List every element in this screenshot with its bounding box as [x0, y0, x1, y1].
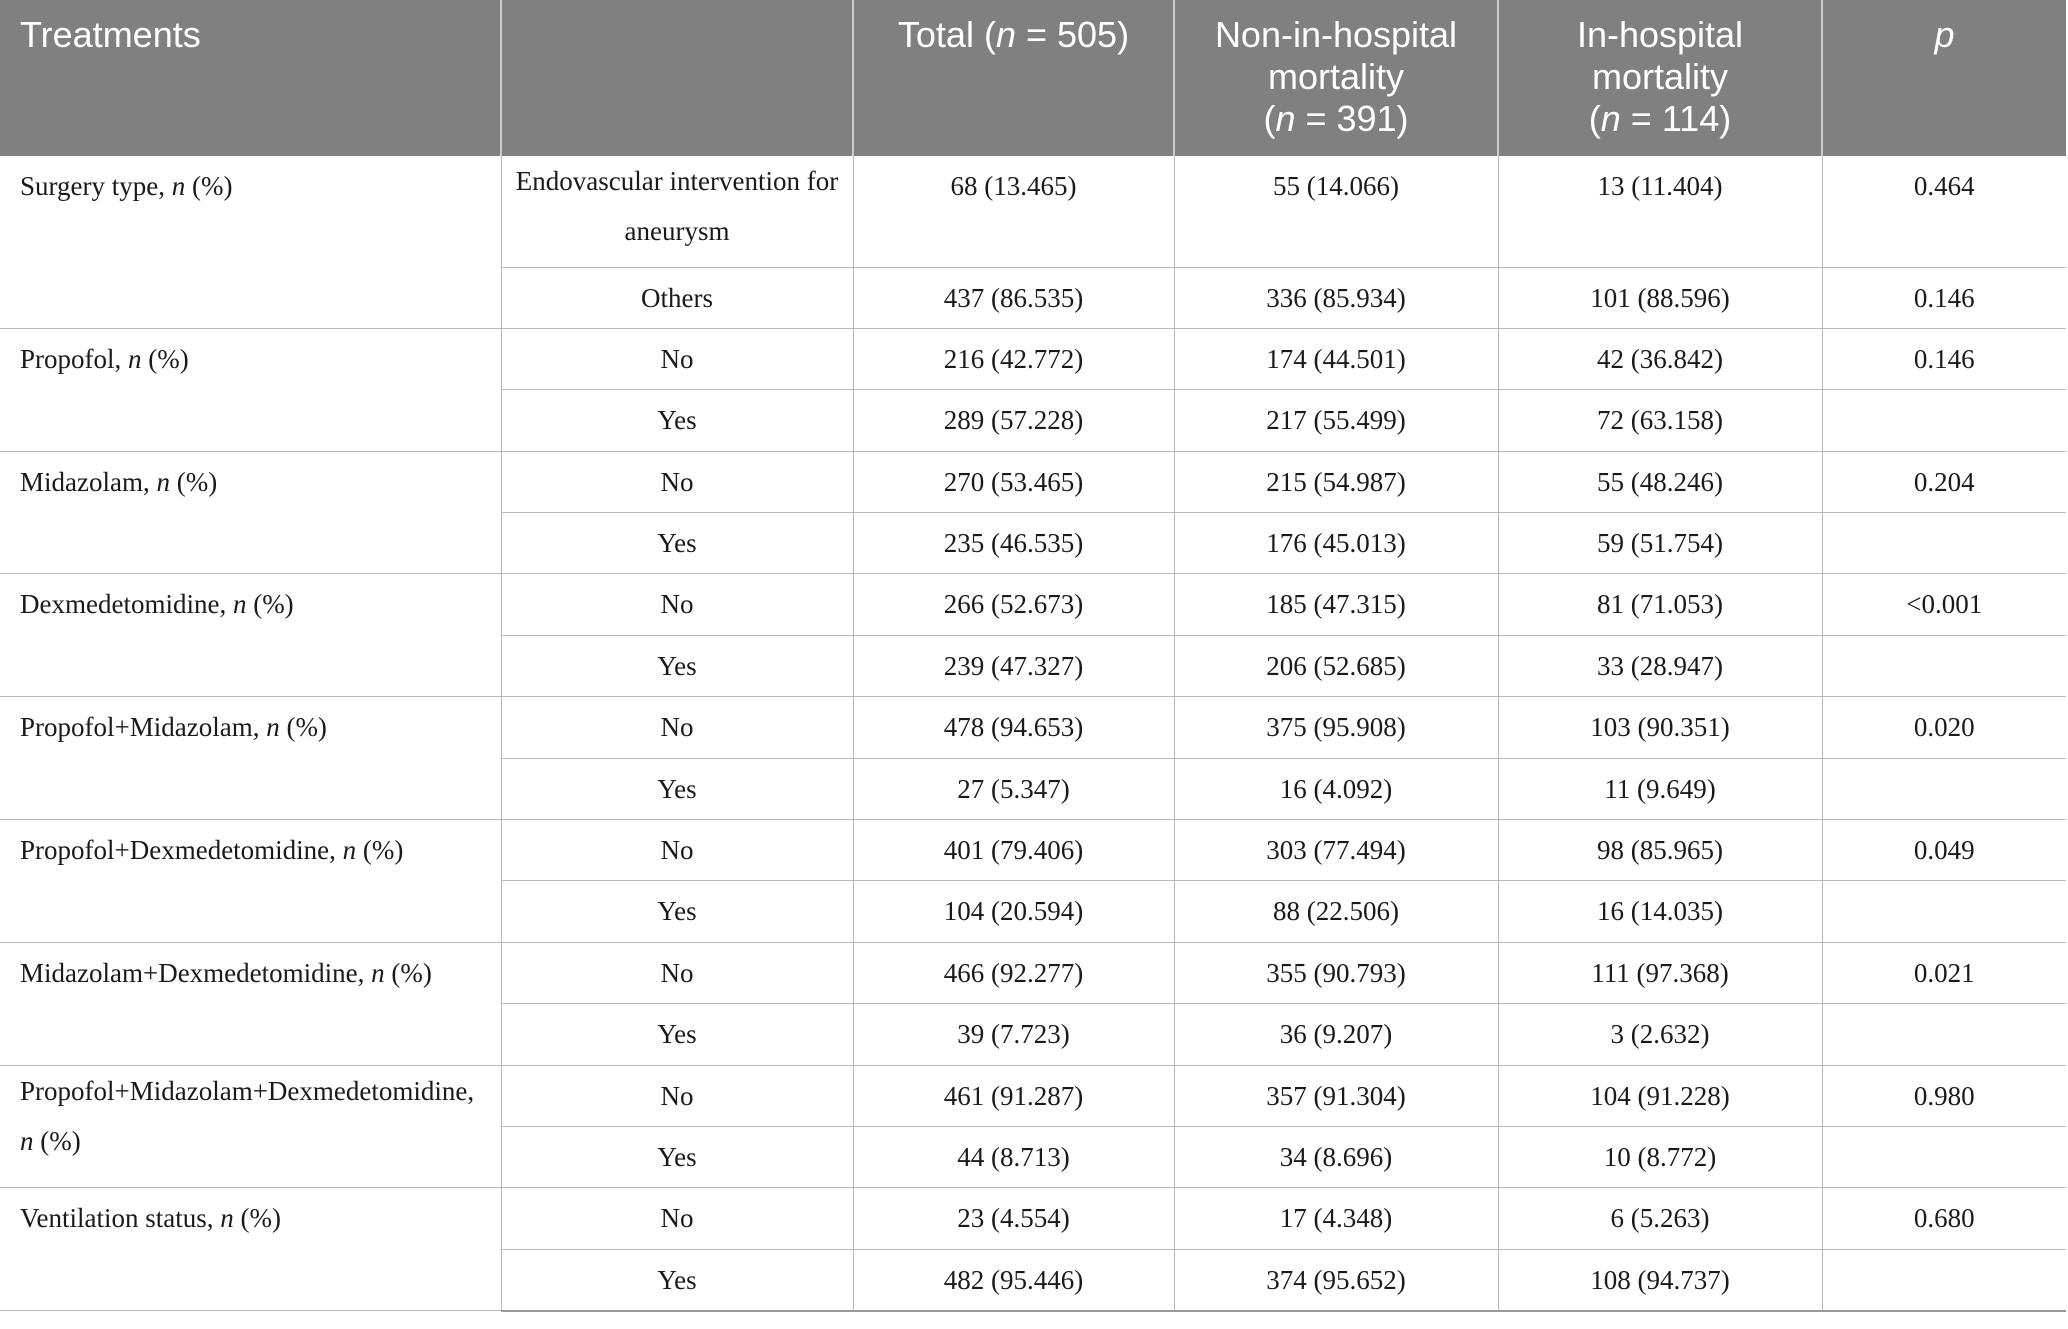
subcategory-cell: No	[501, 574, 853, 635]
in-hospital-cell: 111 (97.368)	[1498, 942, 1822, 1003]
subcategory-cell: Yes	[501, 635, 853, 696]
total-cell: 270 (53.465)	[853, 451, 1174, 512]
p-value-cell	[1822, 513, 2066, 574]
in-hospital-cell: 33 (28.947)	[1498, 635, 1822, 696]
p-value-cell	[1822, 1249, 2066, 1310]
p-value-cell: 0.464	[1822, 156, 2066, 267]
table-body	[0, 156, 2066, 1311]
non-in-hospital-cell: 355 (90.793)	[1174, 942, 1498, 1003]
table-row	[0, 942, 2066, 1003]
row-group-label: Propofol, n (%)	[0, 328, 501, 451]
header-row	[0, 0, 2066, 156]
non-in-hospital-cell: 55 (14.066)	[1174, 156, 1498, 267]
p-value-cell	[1822, 1126, 2066, 1187]
total-cell: 216 (42.772)	[853, 328, 1174, 389]
in-hospital-cell: 6 (5.263)	[1498, 1188, 1822, 1249]
in-hospital-cell: 59 (51.754)	[1498, 513, 1822, 574]
in-hospital-cell: 13 (11.404)	[1498, 156, 1822, 267]
subcategory-cell: Yes	[501, 513, 853, 574]
subcategory-cell: No	[501, 697, 853, 758]
non-in-hospital-cell: 16 (4.092)	[1174, 758, 1498, 819]
non-in-hospital-cell: 374 (95.652)	[1174, 1249, 1498, 1310]
in-hospital-cell: 98 (85.965)	[1498, 820, 1822, 881]
subcategory-cell: Endovascular intervention for aneurysm	[501, 156, 853, 267]
p-value-cell: 0.680	[1822, 1188, 2066, 1249]
non-in-hospital-cell: 36 (9.207)	[1174, 1004, 1498, 1065]
total-cell: 44 (8.713)	[853, 1126, 1174, 1187]
total-cell: 437 (86.535)	[853, 267, 1174, 328]
total-cell: 68 (13.465)	[853, 156, 1174, 267]
non-in-hospital-cell: 206 (52.685)	[1174, 635, 1498, 696]
in-hospital-cell: 103 (90.351)	[1498, 697, 1822, 758]
subcategory-cell: Yes	[501, 1004, 853, 1065]
total-cell: 289 (57.228)	[853, 390, 1174, 451]
in-hospital-cell: 42 (36.842)	[1498, 328, 1822, 389]
in-hospital-cell: 10 (8.772)	[1498, 1126, 1822, 1187]
p-value-cell: 0.021	[1822, 942, 2066, 1003]
row-group-label: Propofol+Midazolam, n (%)	[0, 697, 501, 820]
p-value-cell: 0.980	[1822, 1065, 2066, 1126]
total-cell: 27 (5.347)	[853, 758, 1174, 819]
subcategory-cell: Yes	[501, 1249, 853, 1310]
non-in-hospital-cell: 185 (47.315)	[1174, 574, 1498, 635]
table-row	[0, 328, 2066, 389]
in-hospital-cell: 108 (94.737)	[1498, 1249, 1822, 1310]
subcategory-cell: Yes	[501, 881, 853, 942]
table-header	[0, 0, 2066, 156]
header-treatments: Treatments	[0, 0, 501, 156]
total-cell: 266 (52.673)	[853, 574, 1174, 635]
header-p-value: p	[1822, 0, 2066, 156]
row-group-label: Midazolam, n (%)	[0, 451, 501, 574]
p-value-cell: 0.146	[1822, 328, 2066, 389]
header-subcategory	[501, 0, 853, 156]
subcategory-cell: No	[501, 451, 853, 512]
non-in-hospital-cell: 336 (85.934)	[1174, 267, 1498, 328]
in-hospital-cell: 72 (63.158)	[1498, 390, 1822, 451]
non-in-hospital-cell: 303 (77.494)	[1174, 820, 1498, 881]
total-cell: 478 (94.653)	[853, 697, 1174, 758]
row-group-label: Ventilation status, n (%)	[0, 1188, 501, 1311]
total-cell: 235 (46.535)	[853, 513, 1174, 574]
total-cell: 23 (4.554)	[853, 1188, 1174, 1249]
subcategory-cell: No	[501, 942, 853, 1003]
p-value-cell: 0.146	[1822, 267, 2066, 328]
p-value-cell	[1822, 1004, 2066, 1065]
p-value-cell: 0.049	[1822, 820, 2066, 881]
non-in-hospital-cell: 176 (45.013)	[1174, 513, 1498, 574]
subcategory-cell: Yes	[501, 1126, 853, 1187]
non-in-hospital-cell: 215 (54.987)	[1174, 451, 1498, 512]
in-hospital-cell: 101 (88.596)	[1498, 267, 1822, 328]
subcategory-cell: No	[501, 328, 853, 389]
p-value-cell: <0.001	[1822, 574, 2066, 635]
non-in-hospital-cell: 217 (55.499)	[1174, 390, 1498, 451]
total-cell: 104 (20.594)	[853, 881, 1174, 942]
header-non-in-hospital-mortality: Non-in-hospital mortality (n = 391)	[1174, 0, 1498, 156]
subcategory-cell: Yes	[501, 758, 853, 819]
table-row	[0, 451, 2066, 512]
table-row	[0, 820, 2066, 881]
p-value-cell	[1822, 881, 2066, 942]
non-in-hospital-cell: 357 (91.304)	[1174, 1065, 1498, 1126]
non-in-hospital-cell: 174 (44.501)	[1174, 328, 1498, 389]
in-hospital-cell: 81 (71.053)	[1498, 574, 1822, 635]
table-row	[0, 156, 2066, 267]
subcategory-cell: No	[501, 820, 853, 881]
p-value-cell	[1822, 635, 2066, 696]
non-in-hospital-cell: 375 (95.908)	[1174, 697, 1498, 758]
subcategory-cell: Yes	[501, 390, 853, 451]
subcategory-cell: No	[501, 1065, 853, 1126]
subcategory-cell: No	[501, 1188, 853, 1249]
non-in-hospital-cell: 34 (8.696)	[1174, 1126, 1498, 1187]
table-row	[0, 1065, 2066, 1126]
row-group-label: Propofol+Dexmedetomidine, n (%)	[0, 820, 501, 943]
in-hospital-cell: 11 (9.649)	[1498, 758, 1822, 819]
non-in-hospital-cell: 17 (4.348)	[1174, 1188, 1498, 1249]
total-cell: 461 (91.287)	[853, 1065, 1174, 1126]
total-cell: 239 (47.327)	[853, 635, 1174, 696]
row-group-label: Dexmedetomidine, n (%)	[0, 574, 501, 697]
in-hospital-cell: 16 (14.035)	[1498, 881, 1822, 942]
p-value-cell: 0.204	[1822, 451, 2066, 512]
in-hospital-cell: 3 (2.632)	[1498, 1004, 1822, 1065]
table-row	[0, 697, 2066, 758]
row-group-label: Midazolam+Dexmedetomidine, n (%)	[0, 942, 501, 1065]
table-row	[0, 574, 2066, 635]
p-value-cell: 0.020	[1822, 697, 2066, 758]
total-cell: 482 (95.446)	[853, 1249, 1174, 1310]
subcategory-cell: Others	[501, 267, 853, 328]
total-cell: 466 (92.277)	[853, 942, 1174, 1003]
header-in-hospital-mortality: In-hospital mortality (n = 114)	[1498, 0, 1822, 156]
non-in-hospital-cell: 88 (22.506)	[1174, 881, 1498, 942]
row-group-label: Propofol+Midazolam+Dexmedetomidine, n (%)	[0, 1065, 501, 1188]
total-cell: 401 (79.406)	[853, 820, 1174, 881]
p-value-cell	[1822, 758, 2066, 819]
in-hospital-cell: 55 (48.246)	[1498, 451, 1822, 512]
in-hospital-cell: 104 (91.228)	[1498, 1065, 1822, 1126]
row-group-label: Surgery type, n (%)	[0, 156, 501, 328]
total-cell: 39 (7.723)	[853, 1004, 1174, 1065]
header-total: Total (n = 505)	[853, 0, 1174, 156]
p-value-cell	[1822, 390, 2066, 451]
table-row	[0, 1188, 2066, 1249]
